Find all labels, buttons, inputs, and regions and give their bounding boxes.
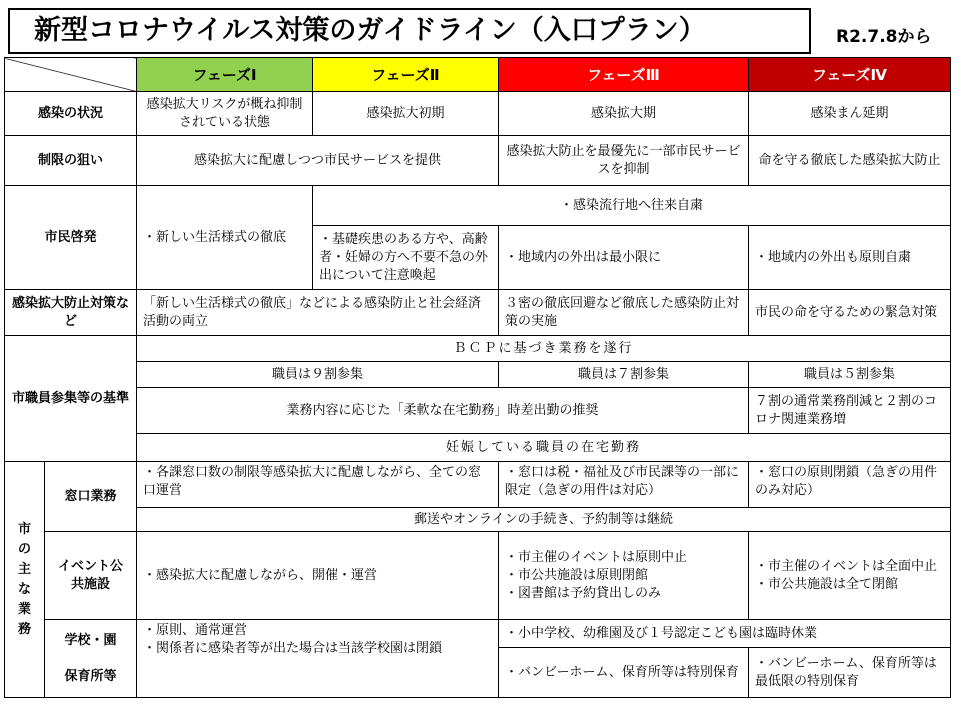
phase-4-header: フェーズⅣ — [749, 58, 951, 92]
staff-attend-phase-4: 職員は５割参集 — [749, 362, 951, 388]
school-label-line-1: 学校・園 — [64, 632, 117, 648]
staff-remote-phase-4: ７割の通常業務削減と２割のコロナ関連業務増 — [749, 388, 951, 434]
services-label — [5, 462, 45, 698]
staff-pregnant: 妊娠している職員の在宅勤務 — [137, 434, 951, 462]
events-phase-4-line-2: ・市公共施設は全て閉館 — [755, 576, 899, 592]
aim-phase-1-2: 感染拡大に配慮しつつ市民サービスを提供 — [137, 136, 499, 186]
staff-row-remote — [5, 388, 951, 434]
school-phase-4: ・バンビーホーム、保育所等は最低限の特別保育 — [749, 648, 951, 698]
prevention-label: 感染拡大防止対策など — [5, 290, 137, 336]
services-label-text: 市の主な業務 — [17, 521, 31, 637]
status-label: 感染の状況 — [5, 92, 137, 136]
effective-date: R2.7.8から — [836, 27, 932, 47]
citizen-row-top — [5, 186, 951, 226]
counter-phase-3: ・窓口は税・福祉及び市民課等の一部に限定（急ぎの用件は対応） — [499, 462, 749, 508]
phase-3-header: フェーズⅢ — [499, 58, 749, 92]
school-row-top — [5, 620, 951, 648]
page-title: 新型コロナウイルス対策のガイドライン（入口プラン） — [8, 8, 811, 54]
counter-row-all — [5, 508, 951, 532]
events-phase-4 — [749, 532, 951, 620]
counter-label: 窓口業務 — [45, 462, 137, 532]
aim-phase-4: 命を守る徹底した感染拡大防止 — [749, 136, 951, 186]
citizen-label: 市民啓発 — [5, 186, 137, 290]
school-phase-3-4-top: ・小中学校、幼稚園及び１号認定こども園は臨時休業 — [499, 620, 951, 648]
prevention-phase-3: ３密の徹底回避など徹底した感染防止対策の実施 — [499, 290, 749, 336]
events-label-text: イベント公共施設 — [57, 558, 123, 592]
status-phase-2: 感染拡大初期 — [313, 92, 499, 136]
aim-phase-3: 感染拡大防止を最優先に一部市民サービスを抑制 — [499, 136, 749, 186]
citizen-phase-3: ・地域内の外出は最小限に — [499, 226, 749, 290]
staff-row-pregnant — [5, 434, 951, 462]
events-label — [45, 532, 137, 620]
staff-attend-phase-1-2: 職員は９割参集 — [137, 362, 499, 388]
events-phase-1-2: ・感染拡大に配慮しながら、開催・運営 — [137, 532, 499, 620]
staff-row-attend — [5, 362, 951, 388]
events-phase-3 — [499, 532, 749, 620]
citizen-phase-2: ・基礎疾患のある方や、高齢者・妊婦の方へ不要不急の外出について注意喚起 — [313, 226, 499, 290]
corner-cell — [5, 58, 137, 92]
citizen-phase-1: ・新しい生活様式の徹底 — [137, 186, 313, 290]
status-phase-4: 感染まん延期 — [749, 92, 951, 136]
events-phase-3-line-1: ・市主催のイベントは原則中止 — [505, 549, 688, 565]
staff-remote-phase-1-3: 業務内容に応じた「柔軟な在宅勤務」時差出勤の推奨 — [137, 388, 749, 434]
guideline-table — [4, 57, 951, 698]
school-phase-3: ・バンビーホーム、保育所等は特別保育 — [499, 648, 749, 698]
staff-label: 市職員参集等の基準 — [5, 336, 137, 462]
phase-header-row — [5, 58, 951, 92]
citizen-phase-4: ・地域内の外出も原則自粛 — [749, 226, 951, 290]
events-phase-4-line-1: ・市主催のイベントは全面中止 — [755, 558, 938, 574]
prevention-phase-4: 市民の命を守るための緊急対策 — [749, 290, 951, 336]
counter-phase-1-2: ・各課窓口数の制限等感染拡大に配慮しながら、全ての窓口運営 — [137, 462, 499, 508]
staff-row-bcp — [5, 336, 951, 362]
citizen-phase-2-4-top: ・感染流行地へ往来自粛 — [313, 186, 951, 226]
counter-phase-4: ・窓口の原則閉鎖（急ぎの用件のみ対応） — [749, 462, 951, 508]
events-phase-3-line-3: ・図書館は予約貸出しのみ — [505, 585, 662, 601]
status-phase-1: 感染拡大リスクが概ね抑制されている状態 — [137, 92, 313, 136]
counter-row — [5, 462, 951, 508]
school-label — [45, 620, 137, 698]
staff-attend-phase-3: 職員は７割参集 — [499, 362, 749, 388]
aim-label: 制限の狙い — [5, 136, 137, 186]
status-phase-3: 感染拡大期 — [499, 92, 749, 136]
school-phase-1-2-line-1: ・原則、通常運営 — [143, 623, 248, 638]
prevention-phase-1-2: 「新しい生活様式の徹底」などによる感染防止と社会経済活動の両立 — [137, 290, 499, 336]
prevention-row — [5, 290, 951, 336]
aim-row — [5, 136, 951, 186]
counter-all-phases: 郵送やオンラインの手続き、予約制等は継続 — [137, 508, 951, 532]
school-phase-1-2 — [137, 620, 499, 698]
school-label-line-2: 保育所等 — [64, 668, 117, 684]
staff-bcp: ＢＣＰに基づき業務を遂行 — [137, 336, 951, 362]
phase-1-header: フェーズⅠ — [137, 58, 313, 92]
status-row — [5, 92, 951, 136]
phase-2-header: フェーズⅡ — [313, 58, 499, 92]
events-phase-3-line-2: ・市公共施設は原則閉館 — [505, 567, 649, 583]
school-phase-1-2-line-2: ・関係者に感染者等が出た場合は当該学校園は閉鎖 — [143, 641, 443, 656]
events-row — [5, 532, 951, 620]
